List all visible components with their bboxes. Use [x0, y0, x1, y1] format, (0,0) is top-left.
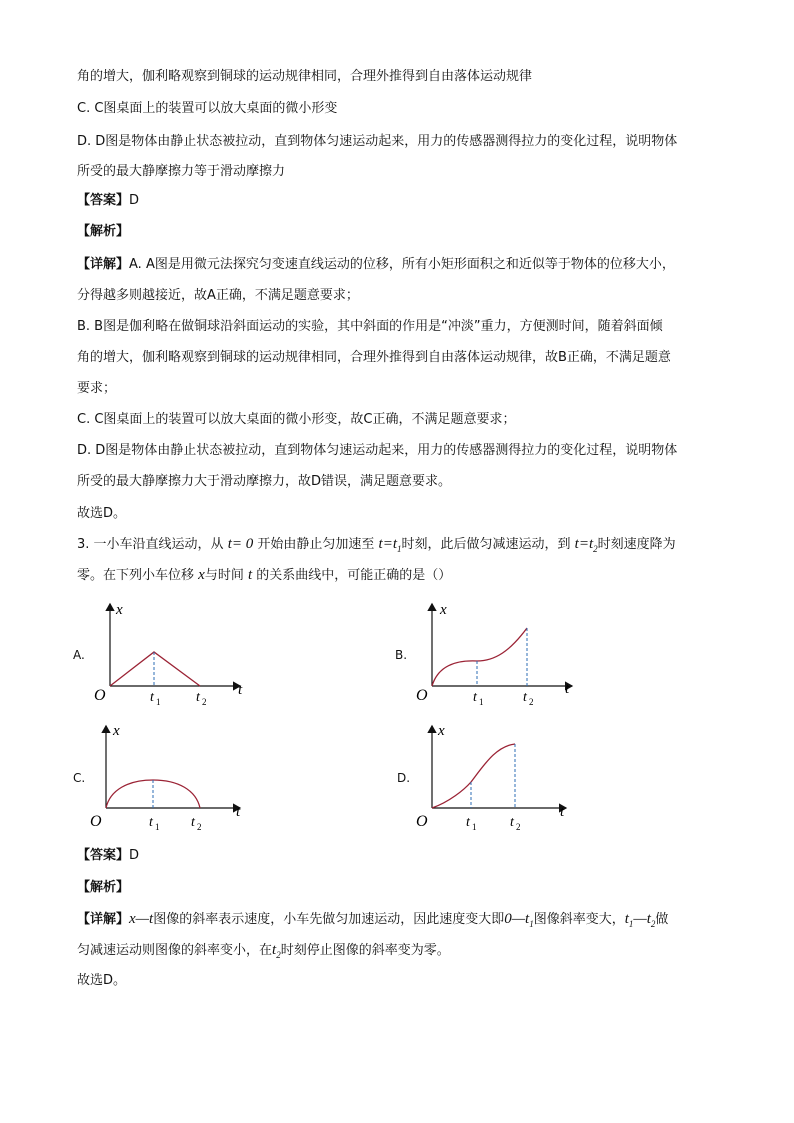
detail-text: 时刻停止图像的斜率变为零。 [280, 943, 450, 958]
q3-stem-line1 [77, 535, 676, 558]
q2-detail-a1 [77, 256, 675, 274]
option-c-text: C. C图桌面上的装置可以放大桌面的微小形变 [77, 101, 338, 116]
q2-analysis-tag [77, 223, 129, 241]
option-a-label: A. [73, 648, 85, 662]
t2-label: t [510, 815, 514, 830]
q2-choose: 故选D。 [77, 506, 127, 521]
origin-label: O [416, 687, 428, 704]
expr: t [624, 911, 629, 927]
t1-label: t [466, 815, 470, 830]
position-curve [432, 744, 515, 808]
q2-answer [77, 192, 139, 210]
detail-text: 匀减速运动则图像的斜率变小，在 [77, 943, 273, 958]
graph-b [410, 596, 580, 714]
answer-tag: 【答案】 [77, 193, 130, 208]
subscript: 1 [529, 919, 534, 929]
t1-label: t [150, 690, 154, 705]
q2-detail-a2: 分得越多则越接近，故A正确，不满足题意要求； [77, 288, 359, 303]
subscript: 1 [397, 544, 402, 554]
stem-text: 一小车沿直线运动，从 [93, 537, 224, 552]
axis-label-t: t [560, 804, 565, 820]
subscript: 1 [628, 919, 634, 929]
detail-text: A. A图是用微元法探究匀变速直线运动的位移，所有小矩形面积之和近似等于物体的位移大小， [129, 257, 675, 272]
t2-label: t [523, 690, 527, 705]
q3-stem-line2 [77, 566, 451, 585]
var-x: x [198, 567, 205, 583]
option-d-label: D. [397, 771, 411, 785]
axis-label-x: x [116, 602, 123, 618]
axis-label-x: x [113, 723, 120, 739]
q3-choose: 故选D。 [77, 973, 127, 988]
stem-text: 时刻，此后做匀减速运动，到 [401, 537, 571, 552]
option-b-label: B. [395, 648, 408, 662]
q3-detail-line1 [77, 910, 668, 933]
position-curve [432, 628, 527, 686]
detail-text: 做 [655, 912, 669, 927]
stem-text: 与时间 [204, 568, 244, 583]
stem-text: 零。在下列小车位移 [77, 568, 195, 583]
expr: t [272, 942, 277, 958]
stem-text: 开始由静止匀加速至 [257, 537, 375, 552]
var-t: t [247, 567, 253, 583]
axis-label-x: x [438, 723, 445, 739]
detail-text: 图像的斜率表示速度，小车先做匀加速运动，因此速度变大即 [153, 912, 505, 927]
t1-label: t [473, 690, 477, 705]
analysis-tag: 【解析】 [77, 880, 130, 895]
axis-label-t: t [565, 681, 570, 697]
t2-subscript: 2 [202, 697, 207, 707]
option-d-text: D. D图是物体由静止状态被拉动，直到物体匀速运动起来，用力的传感器测得拉力的变化过程，说明物体 [77, 134, 678, 149]
answer-value: D [129, 848, 140, 863]
axis-label-t: t [236, 804, 241, 820]
q2-detail-b3: 要求； [77, 381, 117, 396]
stem-text: 的关系曲线中，可能正确的是（） [256, 568, 452, 583]
t1-label: t [149, 815, 153, 830]
q3-analysis-tag [77, 879, 129, 897]
x-t-expr: x—t [129, 911, 154, 927]
t-expr: t=t [574, 536, 594, 552]
t1-subscript: 1 [156, 697, 161, 707]
detail-text: 图像斜率变大， [533, 912, 625, 927]
graph-d [414, 720, 574, 838]
axis-label-t: t [238, 682, 243, 698]
t-equals-zero: t= 0 [227, 536, 254, 552]
q2-detail-c1: C. C图桌面上的装置可以放大桌面的微小形变，故C正确，不满足题意要求； [77, 412, 516, 427]
t2-subscript: 2 [516, 822, 521, 832]
subscript: 2 [593, 544, 598, 554]
detail-tag: 【详解】 [77, 912, 130, 927]
q2-detail-b1: B. B图是伽利略在做铜球沿斜面运动的实验，其中斜面的作用是“冲淡”重力，方便测时间，随着斜面倾 [77, 319, 663, 334]
q2-detail-d2: 所受的最大静摩擦力大于滑动摩擦力，故D错误，满足题意要求。 [77, 474, 452, 489]
origin-label: O [94, 687, 106, 704]
graph-c [88, 720, 248, 838]
stem-text: 时刻速度降为 [597, 537, 676, 552]
t2-label: t [196, 690, 200, 705]
position-curve [106, 780, 200, 808]
analysis-tag: 【解析】 [77, 224, 130, 239]
subscript: 2 [650, 919, 656, 929]
t2-subscript: 2 [529, 697, 534, 707]
q3-detail-line2 [77, 941, 450, 964]
t1-subscript: 1 [479, 697, 484, 707]
origin-label: O [416, 813, 428, 830]
expr: 0—t [504, 911, 530, 927]
zero-t1-expr [504, 911, 534, 927]
text-line: 角的增大，伽利略观察到铜球的运动规律相同，合理外推得到自由落体运动规律 [77, 69, 533, 84]
t2-label: t [191, 815, 195, 830]
option-c-label: C. [73, 771, 86, 785]
t1-t2-expr [625, 911, 656, 927]
answer-tag: 【答案】 [77, 848, 130, 863]
q3-answer [77, 847, 139, 865]
t-equals-t2 [575, 536, 598, 552]
origin-label: O [90, 813, 102, 830]
position-curve [110, 652, 200, 686]
t2-subscript: 2 [197, 822, 202, 832]
axis-label-x: x [440, 602, 447, 618]
detail-tag: 【详解】 [77, 257, 130, 272]
t1-subscript: 1 [472, 822, 477, 832]
expr: —t [633, 911, 651, 927]
graph-a [88, 596, 248, 714]
subscript: 2 [276, 950, 281, 960]
option-d-text-cont: 所受的最大静摩擦力等于滑动摩擦力 [77, 164, 286, 179]
question-number: 3. [77, 537, 90, 552]
t-equals-t1 [379, 536, 402, 552]
answer-value: D [129, 193, 140, 208]
q2-detail-d1: D. D图是物体由静止状态被拉动，直到物体匀速运动起来，用力的传感器测得拉力的变化过程，说明物体 [77, 443, 678, 458]
t1-subscript: 1 [155, 822, 160, 832]
t2-expr [272, 942, 281, 958]
t-expr: t=t [378, 536, 398, 552]
q2-detail-b2: 角的增大，伽利略观察到铜球的运动规律相同，合理外推得到自由落体运动规律，故B正确，不满足题意 [77, 350, 671, 365]
